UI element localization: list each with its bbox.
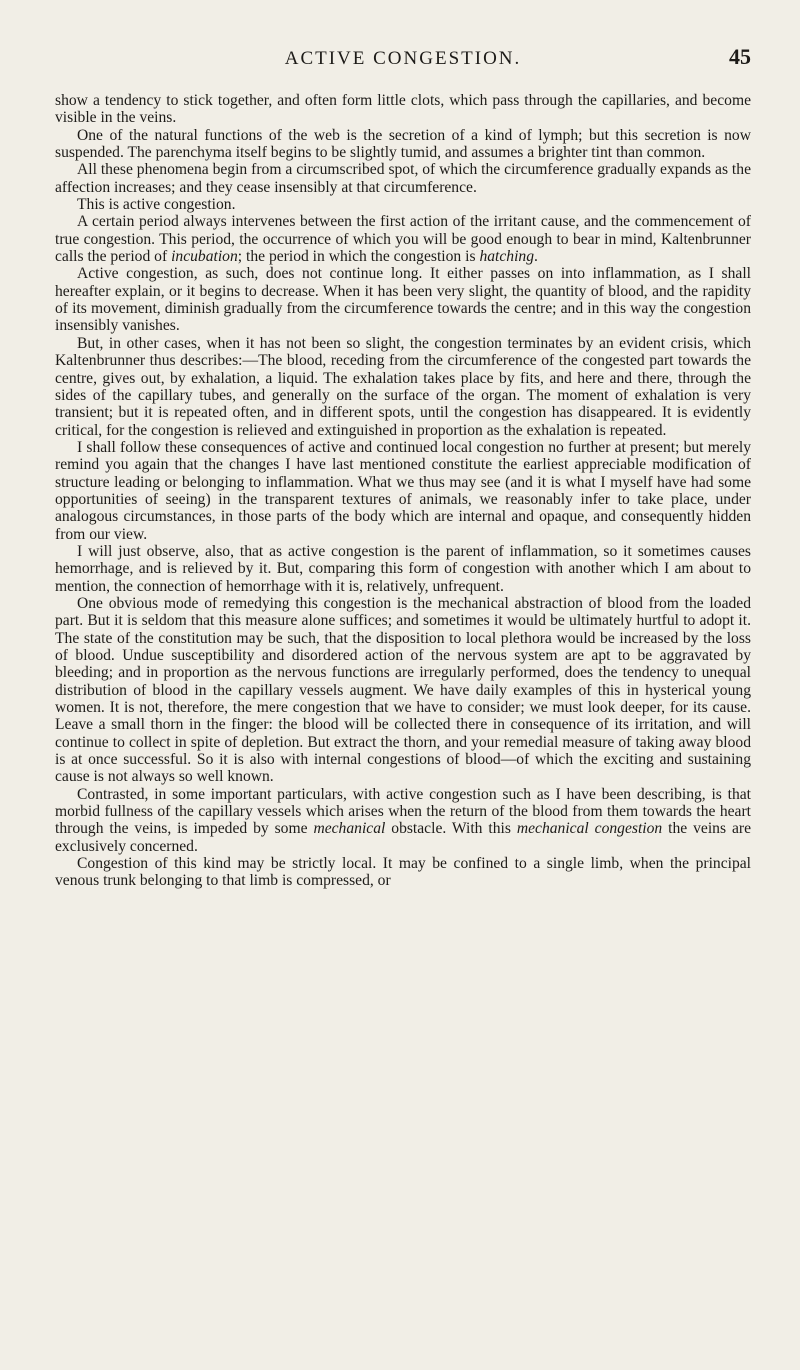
text-run: One of the natural functions of the web is the secretion of a kind of lymph; but this secretion is now suspended. The parenchyma itself begins to be slightly tumid, and assumes a brighter tint than common. [55,126,751,162]
body-text [55,92,751,890]
text-run: . [534,248,538,266]
text-run: This is active congestion. [77,196,236,214]
text-run: ; the period in which the congestion is [237,248,480,266]
italic-text: mechanical [313,820,386,838]
text-run: Active congestion, as such, does not continue long. It either passes on into inflammation, as I shall hereafter explain, or it begins to decrease. When it has been very slight, the quantity of blood, and the rapidity of its movement, diminish gradually from the circumference towards the centre; and in this way the congestion insensibly vanishes. [55,265,751,335]
italic-text: hatching [479,248,535,266]
paragraph [55,127,751,162]
paragraph [55,265,751,334]
italic-text: mechanical congestion [516,820,663,838]
paragraph [55,439,751,543]
text-run: show a tendency to stick together, and often form little clots, which pass through the capillaries, and become visible in the veins. [55,92,751,127]
paragraph [55,786,751,855]
text-run: the veins are exclusively concerned. [55,820,751,855]
paragraph [55,92,751,127]
text-run: I will just observe, also, that as active congestion is the parent of inflammation, so it sometimes causes hemorrhage, and is relieved by it. But, comparing this form of congestion with another which I am about to mention, the connection of hemorrhage with it is, relatively, unfrequent. [55,542,751,595]
paragraph [55,335,751,439]
running-head: ACTIVE CONGESTION. [284,48,522,69]
paragraph [55,543,751,595]
text-run: A certain period always intervenes between the first action of the irritant cause, and the commencement of true congestion. This period, the occurrence of which you will be good enough to bear in mind, Kaltenbrunner calls the period of [55,213,751,266]
page-header [55,42,751,72]
paragraph [55,196,751,213]
paragraph [55,161,751,196]
paragraph [55,213,751,265]
page-number: 45 [729,44,751,69]
paragraph [55,595,751,786]
text-run: obstacle. With this [385,820,517,838]
italic-text: incubation [171,248,238,266]
text-run: I shall follow these consequences of active and continued local congestion no further at present; but merely remind you again that the changes I have last mentioned constitute the earliest appreciable modification of structure leading or belonging to inflammation. What we thus may see (and it is what I myself have had some opportunities of seeing) in the transparent textures of animals, we reasonably infer to take place, under analogous circumstances, in those parts of the body which are internal and opaque, and consequently hidden from our view. [55,438,751,543]
text-run: One obvious mode of remedying this congestion is the mechanical abstraction of blood from the loaded part. But it is seldom that this measure alone suffices; and sometimes it would be ultimately hurtful to adopt it. The state of the constitution may be such, that the disposition to local plethora would be increased by the loss of blood. Undue susceptibility and disordered action of the nervous system are apt to be aggravated by bleeding; and in proportion as the nervous functions are irregularly performed, does the tendency to unequal distribution of blood in the capillary vessels augment. We have daily examples of this in hysterical young women. It is not, therefore, the mere congestion that we have to consider; we must look deeper, for its cause. Leave a small thorn in the finger: the blood will be collected there in consequence of its irritation, and will continue to collect in spite of depletion. But extract the thorn, and your remedial measure of taking away blood is at once successful. So it is also with internal congestions of blood—of which the exciting and sustaining cause is not always so well known. [55,594,751,786]
paragraph [55,855,751,890]
text-run: All these phenomena begin from a circumscribed spot, of which the circumference gradually expands as the affection increases; and they cease insensibly at that circumference. [55,161,751,196]
text-run: Contrasted, in some important particulars, with active congestion such as I have been describing, is that morbid fullness of the capillary vessels which arises when the return of the blood from them towards the heart through the veins, is impeded by some [55,785,751,838]
text-run: But, in other cases, when it has not been so slight, the congestion terminates by an evident crisis, which Kaltenbrunner thus describes:—The blood, receding from the circumference of the congested part towards the centre, gives out, by exhalation, a liquid. The exhalation takes place by fits, and here and there, through the sides of the capillary tubes, and generally on the surface of the organ. The moment of exhalation is very transient; but it is repeated often, and in different spots, until the congestion has disappeared. It is evidently critical, for the congestion is relieved and extinguished in proportion as the exhalation is repeated. [55,334,751,439]
text-run: Congestion of this kind may be strictly local. It may be confined to a single limb, when the principal venous trunk belonging to that limb is compressed, or [55,855,751,890]
